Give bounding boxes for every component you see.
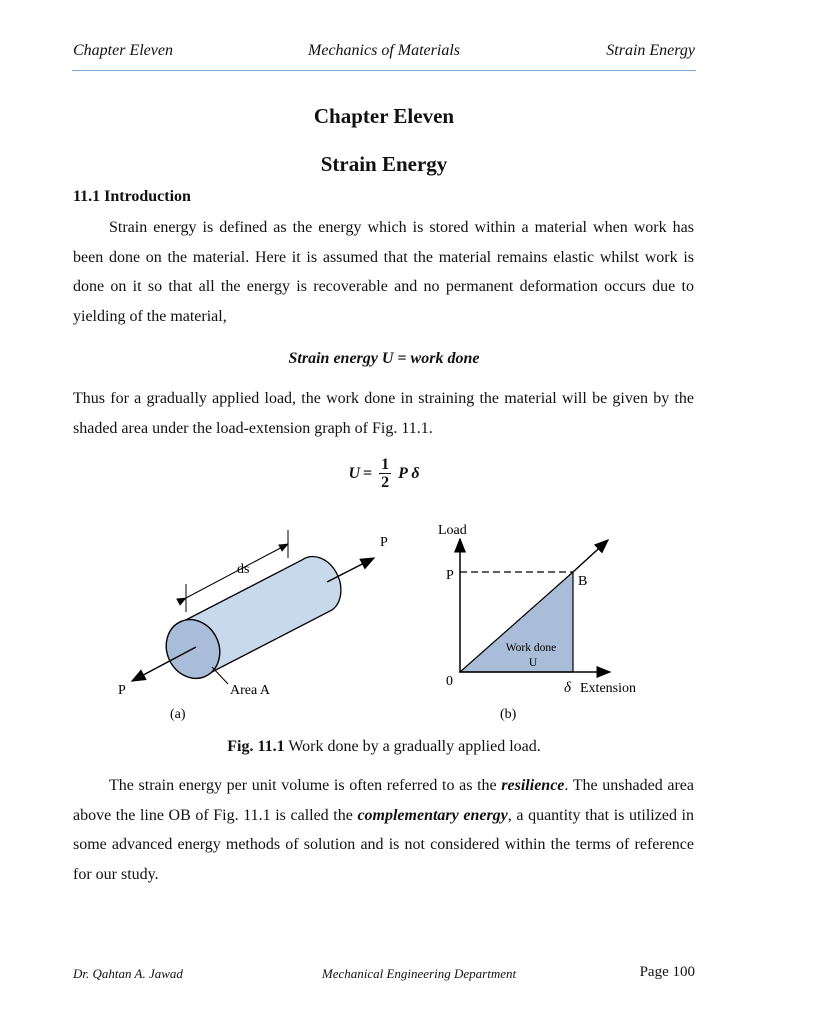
figure-11-1 — [120, 520, 650, 724]
header-rule — [72, 70, 696, 71]
equation-equals: = — [363, 464, 373, 482]
equation-rhs: P δ — [398, 464, 420, 482]
para3-part3: , a quantity that is utilized in some advanced energy methods of solution and is not considered within the terms of reference for our study. — [73, 806, 694, 884]
load-line-extension — [573, 540, 608, 572]
header-chapter: Chapter Eleven — [73, 42, 173, 59]
term-resilience: resilience — [501, 777, 565, 794]
para3-part2: . The unshaded area above the line OB of Fig. 11.1 is called the — [73, 777, 694, 824]
footer-department: Mechanical Engineering Department — [321, 966, 517, 981]
header-topic: Strain Energy — [606, 42, 695, 59]
equation-work — [0, 456, 768, 491]
equation-lhs: U — [348, 464, 361, 482]
fraction-numerator: 1 — [381, 456, 390, 473]
paragraph-intro: Strain energy is defined as the energy which is stored within a material when work has been done on the material. Here it is assumed that the material remains elastic whilst work is done on it so that all the energy is recoverable and no permanent deformation occurs due to yielding of the material, — [73, 219, 694, 326]
label-load: Load — [438, 523, 467, 538]
label-p-top: P — [380, 535, 388, 550]
label-b: B — [578, 574, 588, 589]
sub-a: (a) — [170, 707, 186, 722]
label-p-bottom: P — [118, 683, 126, 698]
label-work-done: Work done — [505, 642, 557, 654]
label-area: Area A — [230, 683, 271, 698]
equation-strain-energy: Strain energy U = work done — [288, 350, 480, 367]
section-heading: 11.1 Introduction — [73, 188, 191, 205]
footer-author: Dr. Qahtan A. Jawad — [73, 966, 183, 981]
footer-page-number: Page 100 — [639, 964, 695, 980]
label-p-tick: P — [446, 568, 454, 583]
area-leader — [212, 667, 228, 684]
figure-caption — [0, 738, 768, 756]
paragraph-resilience — [73, 771, 694, 890]
header-book-title: Mechanics of Materials — [308, 42, 460, 59]
term-complementary-energy: complementary energy — [357, 806, 508, 824]
para3-part1: The strain energy per unit volume is often referred to as the — [109, 777, 502, 794]
label-delta: δ — [564, 680, 571, 696]
label-ds: ds — [237, 562, 250, 577]
chapter-subtitle: Strain Energy — [320, 152, 448, 176]
figure-svg — [120, 520, 650, 724]
chapter-title: Chapter Eleven — [313, 104, 455, 128]
label-extension: Extension — [580, 681, 636, 696]
paragraph-load: Thus for a gradually applied load, the work done in straining the material will be given by the shaded area under the load-extension graph of Fig. 11.1. — [73, 390, 694, 437]
label-origin: 0 — [446, 674, 453, 689]
bar-diagram — [118, 530, 388, 722]
caption-text: Work done by a gradually applied load. — [284, 738, 541, 755]
sub-b: (b) — [500, 707, 517, 722]
fraction-denominator: 2 — [381, 474, 390, 491]
load-extension-graph — [438, 523, 636, 722]
label-u: U — [528, 657, 538, 669]
caption-label: Fig. 11.1 — [227, 738, 285, 755]
work-done-area — [460, 572, 573, 672]
